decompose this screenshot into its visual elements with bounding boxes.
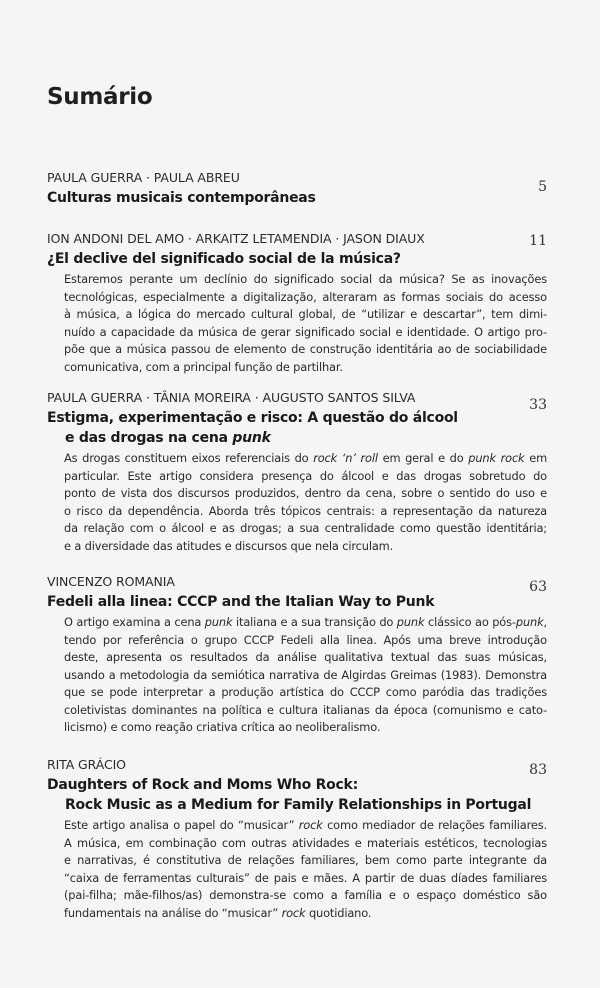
entry-title: Estigma, experimentação e risco: A questão do álcool [47, 410, 458, 426]
abstract-line: que se pode interpretar a produção artística do CCCP como paródia das tradições [64, 685, 547, 699]
entry-abstract [47, 450, 547, 555]
entry-page-number: 63 [529, 579, 547, 595]
entry-authors: PAULA GUERRA · PAULA ABREU [47, 170, 240, 185]
abstract-line: fundamentais na análise do “musicar” rock quotidiano. [64, 905, 372, 920]
abstract-line: ponto de vista dos discursos produzidos, dentro da cena, sobre o sentido do uso e [64, 486, 547, 500]
abstract-line: e narrativas, é constitutiva de relações familiares, bem como parte integrante da [64, 853, 547, 867]
entry-page-number: 33 [529, 397, 547, 413]
toc-entry [47, 755, 547, 922]
abstract-line: e a diversidade das atitudes e discursos que nela circulam. [64, 538, 394, 553]
entry-title-emphasis: punk [232, 430, 271, 446]
abstract-line: usando a metodologia da semiótica narrativa de Algirdas Greimas (1983). Demonstra [64, 667, 547, 682]
abstract-line: O artigo examina a cena punk italiana e a sua transição do punk clássico ao pós-punk, [64, 615, 547, 629]
abstract-line: comunicativa, com a principal função de partilhar. [64, 359, 343, 374]
page-title: Sumário [47, 84, 153, 110]
abstract-line: tecnológicas, especialmente a digitalização, alteraram as formas sociais do acesso [64, 289, 547, 304]
abstract-line: à música, a lógica do mercado cultural global, de “utilizar e descartar”, tem dimi- [64, 307, 547, 321]
toc-entry [47, 168, 547, 208]
abstract-line: coletivistas dominantes na política e cultura italianas da época (comunismo e cato- [64, 702, 547, 717]
entry-abstract [47, 817, 547, 922]
abstract-line: Este artigo analisa o papel do “musicar” rock como mediador de relações familiares. [64, 818, 547, 832]
abstract-line: A música, em combinação com outras atividades e materiais estéticos, tecnologias [64, 835, 547, 850]
abstract-line: Estaremos perante um declínio do significado social da música? Se as inovações [64, 272, 547, 286]
entry-authors: VINCENZO ROMANIA [47, 574, 175, 589]
entry-authors: RITA GRÁCIO [47, 757, 126, 772]
abstract-line: põe que a música passou de elemento de construção identitária ao de sociabilidade [64, 342, 547, 356]
abstract-line: o risco da dependência. Aborda três tópicos centrais: a representação da natureza [64, 503, 547, 518]
entry-page-number: 5 [538, 179, 547, 195]
abstract-line: As drogas constituem eixos referenciais do rock ‘n’ roll em geral e do punk rock em [64, 451, 547, 465]
entry-title-cont [47, 428, 547, 448]
toc-entry [47, 388, 547, 555]
entry-title: Fedeli alla linea: CCCP and the Italian Way to Punk [47, 594, 435, 610]
abstract-line: particular. Este artigo considera presença do álcool e das drogas sobretudo do [64, 468, 547, 483]
entry-authors: PAULA GUERRA · TÂNIA MOREIRA · AUGUSTO SANTOS SILVA [47, 390, 416, 405]
toc-entry [47, 229, 547, 376]
abstract-line: “caixa de ferramentas culturais” de pais e mães. A partir de duas díades familiares [64, 870, 547, 885]
abstract-line: licismo) e como reação criativa crítica ao neoliberalismo. [64, 720, 381, 734]
abstract-line: nuído a capacidade da música de gerar significado social e identidade. O artigo pro- [64, 324, 547, 339]
entry-authors: ION ANDONI DEL AMO · ARKAITZ LETAMENDIA · JASON DIAUX [47, 231, 425, 246]
toc-entry [47, 572, 547, 737]
entry-abstract [47, 271, 547, 376]
entry-title-text: e das drogas na cena [65, 430, 233, 446]
entry-title: Daughters of Rock and Moms Who Rock: [47, 777, 358, 793]
entry-page-number: 83 [529, 762, 547, 778]
entry-page-number: 11 [529, 233, 547, 249]
entry-title: ¿El declive del significado social de la música? [47, 251, 401, 267]
entry-title: Culturas musicais contemporâneas [47, 190, 316, 206]
abstract-line: da relação com o álcool e as drogas; a sua centralidade como questão identitária; [64, 521, 547, 535]
abstract-line: deste, apresenta os resultados da análise qualitativa textual das suas músicas, [64, 650, 547, 664]
entry-title-cont: Rock Music as a Medium for Family Relationships in Portugal [65, 797, 532, 813]
abstract-line: tendo por referência o grupo CCCP Fedeli alla linea. Após uma breve introdução [64, 632, 547, 647]
entry-abstract [47, 614, 547, 737]
abstract-line: (pai-filha; mãe-filhos/as) demonstra-se como a família e o espaço doméstico são [64, 888, 547, 902]
